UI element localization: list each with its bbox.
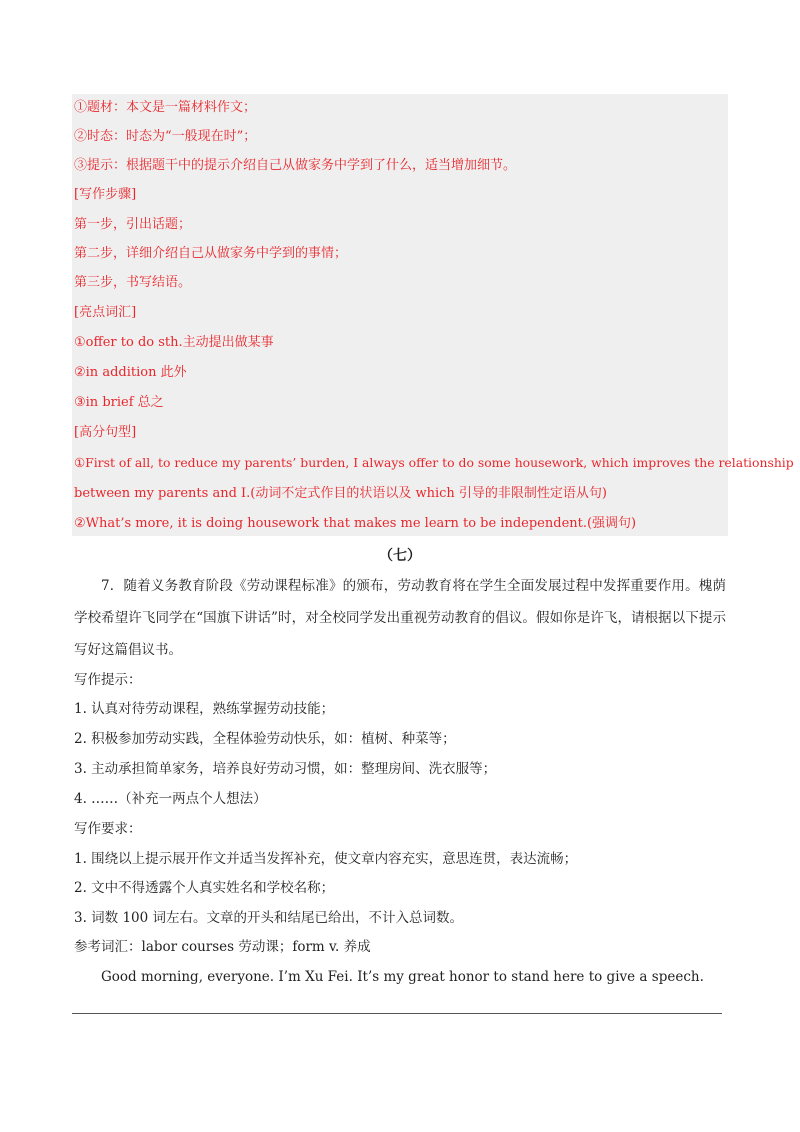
- requirements-label: 写作要求：: [74, 821, 142, 837]
- analysis-line: ②What’s more, it is doing housework that makes me learn to be independent.(强调句): [74, 516, 637, 531]
- analysis-heading: [亮点词汇]: [74, 305, 137, 320]
- hint-item: 1. 认真对待劳动课程，熟练掌握劳动技能；: [74, 701, 335, 717]
- analysis-line: ①offer to do sth.主动提出做某事: [74, 335, 274, 350]
- reference-vocab: 参考词汇：labor courses 劳动课；form v. 养成: [74, 939, 371, 955]
- hint-item: 3. 主动承担简单家务，培养良好劳动习惯，如：整理房间、洗衣服等；: [74, 761, 497, 777]
- hints-label: 写作提示：: [74, 672, 142, 688]
- analysis-line: ②时态：时态为“一般现在时”；: [74, 129, 257, 144]
- analysis-line: 第二步，详细介绍自己从做家务中学到的事情；: [74, 246, 348, 261]
- section-title: （七）: [379, 548, 421, 564]
- analysis-line: ②in addition 此外: [74, 365, 187, 380]
- analysis-line: ③in brief 总之: [74, 395, 164, 410]
- answer-line: [72, 1013, 722, 1014]
- analysis-line: ①First of all, to reduce my parents’ burden, I always offer to do some housework, which improves the relationship: [74, 455, 794, 470]
- essay-opening: Good morning, everyone. I’m Xu Fei. It’s my great honor to stand here to give a speech.: [101, 969, 704, 985]
- analysis-heading: [写作步骤]: [74, 187, 137, 202]
- analysis-line: 第三步，书写结语。: [74, 275, 192, 290]
- analysis-line: ①题材：本文是一篇材料作文；: [74, 100, 257, 115]
- requirement-item: 2. 文中不得透露个人真实姓名和学校名称；: [74, 880, 335, 896]
- analysis-heading: [高分句型]: [74, 425, 137, 440]
- hint-item: 2. 积极参加劳动实践，全程体验劳动快乐，如：植树、种菜等；: [74, 731, 456, 747]
- question-prompt: 7．随着义务教育阶段《劳动课程标准》的颁布，劳动教育将在学生全面发展过程中发挥重要作用。槐荫学校希望许飞同学在“国旗下讲话”时，对全校同学发出重视劳动教育的倡议。假如你是许飞，请根据以下提示写好这篇倡议书。: [74, 578, 726, 658]
- requirement-item: 1. 围绕以上提示展开作文并适当发挥补充，使文章内容充实，意思连贯，表达流畅；: [74, 851, 578, 867]
- analysis-line: ③提示：根据题干中的提示介绍自己从做家务中学到了什么，适当增加细节。: [74, 158, 517, 173]
- requirement-item: 3. 词数 100 词左右。文章的开头和结尾已给出，不计入总词数。: [74, 910, 464, 926]
- analysis-line: between my parents and I.(动词不定式作目的状语以及 which 引导的非限制性定语从句): [74, 486, 608, 501]
- analysis-line: 第一步，引出话题；: [74, 217, 192, 232]
- hint-item: 4. ……（补充一两点个人想法）: [74, 791, 267, 807]
